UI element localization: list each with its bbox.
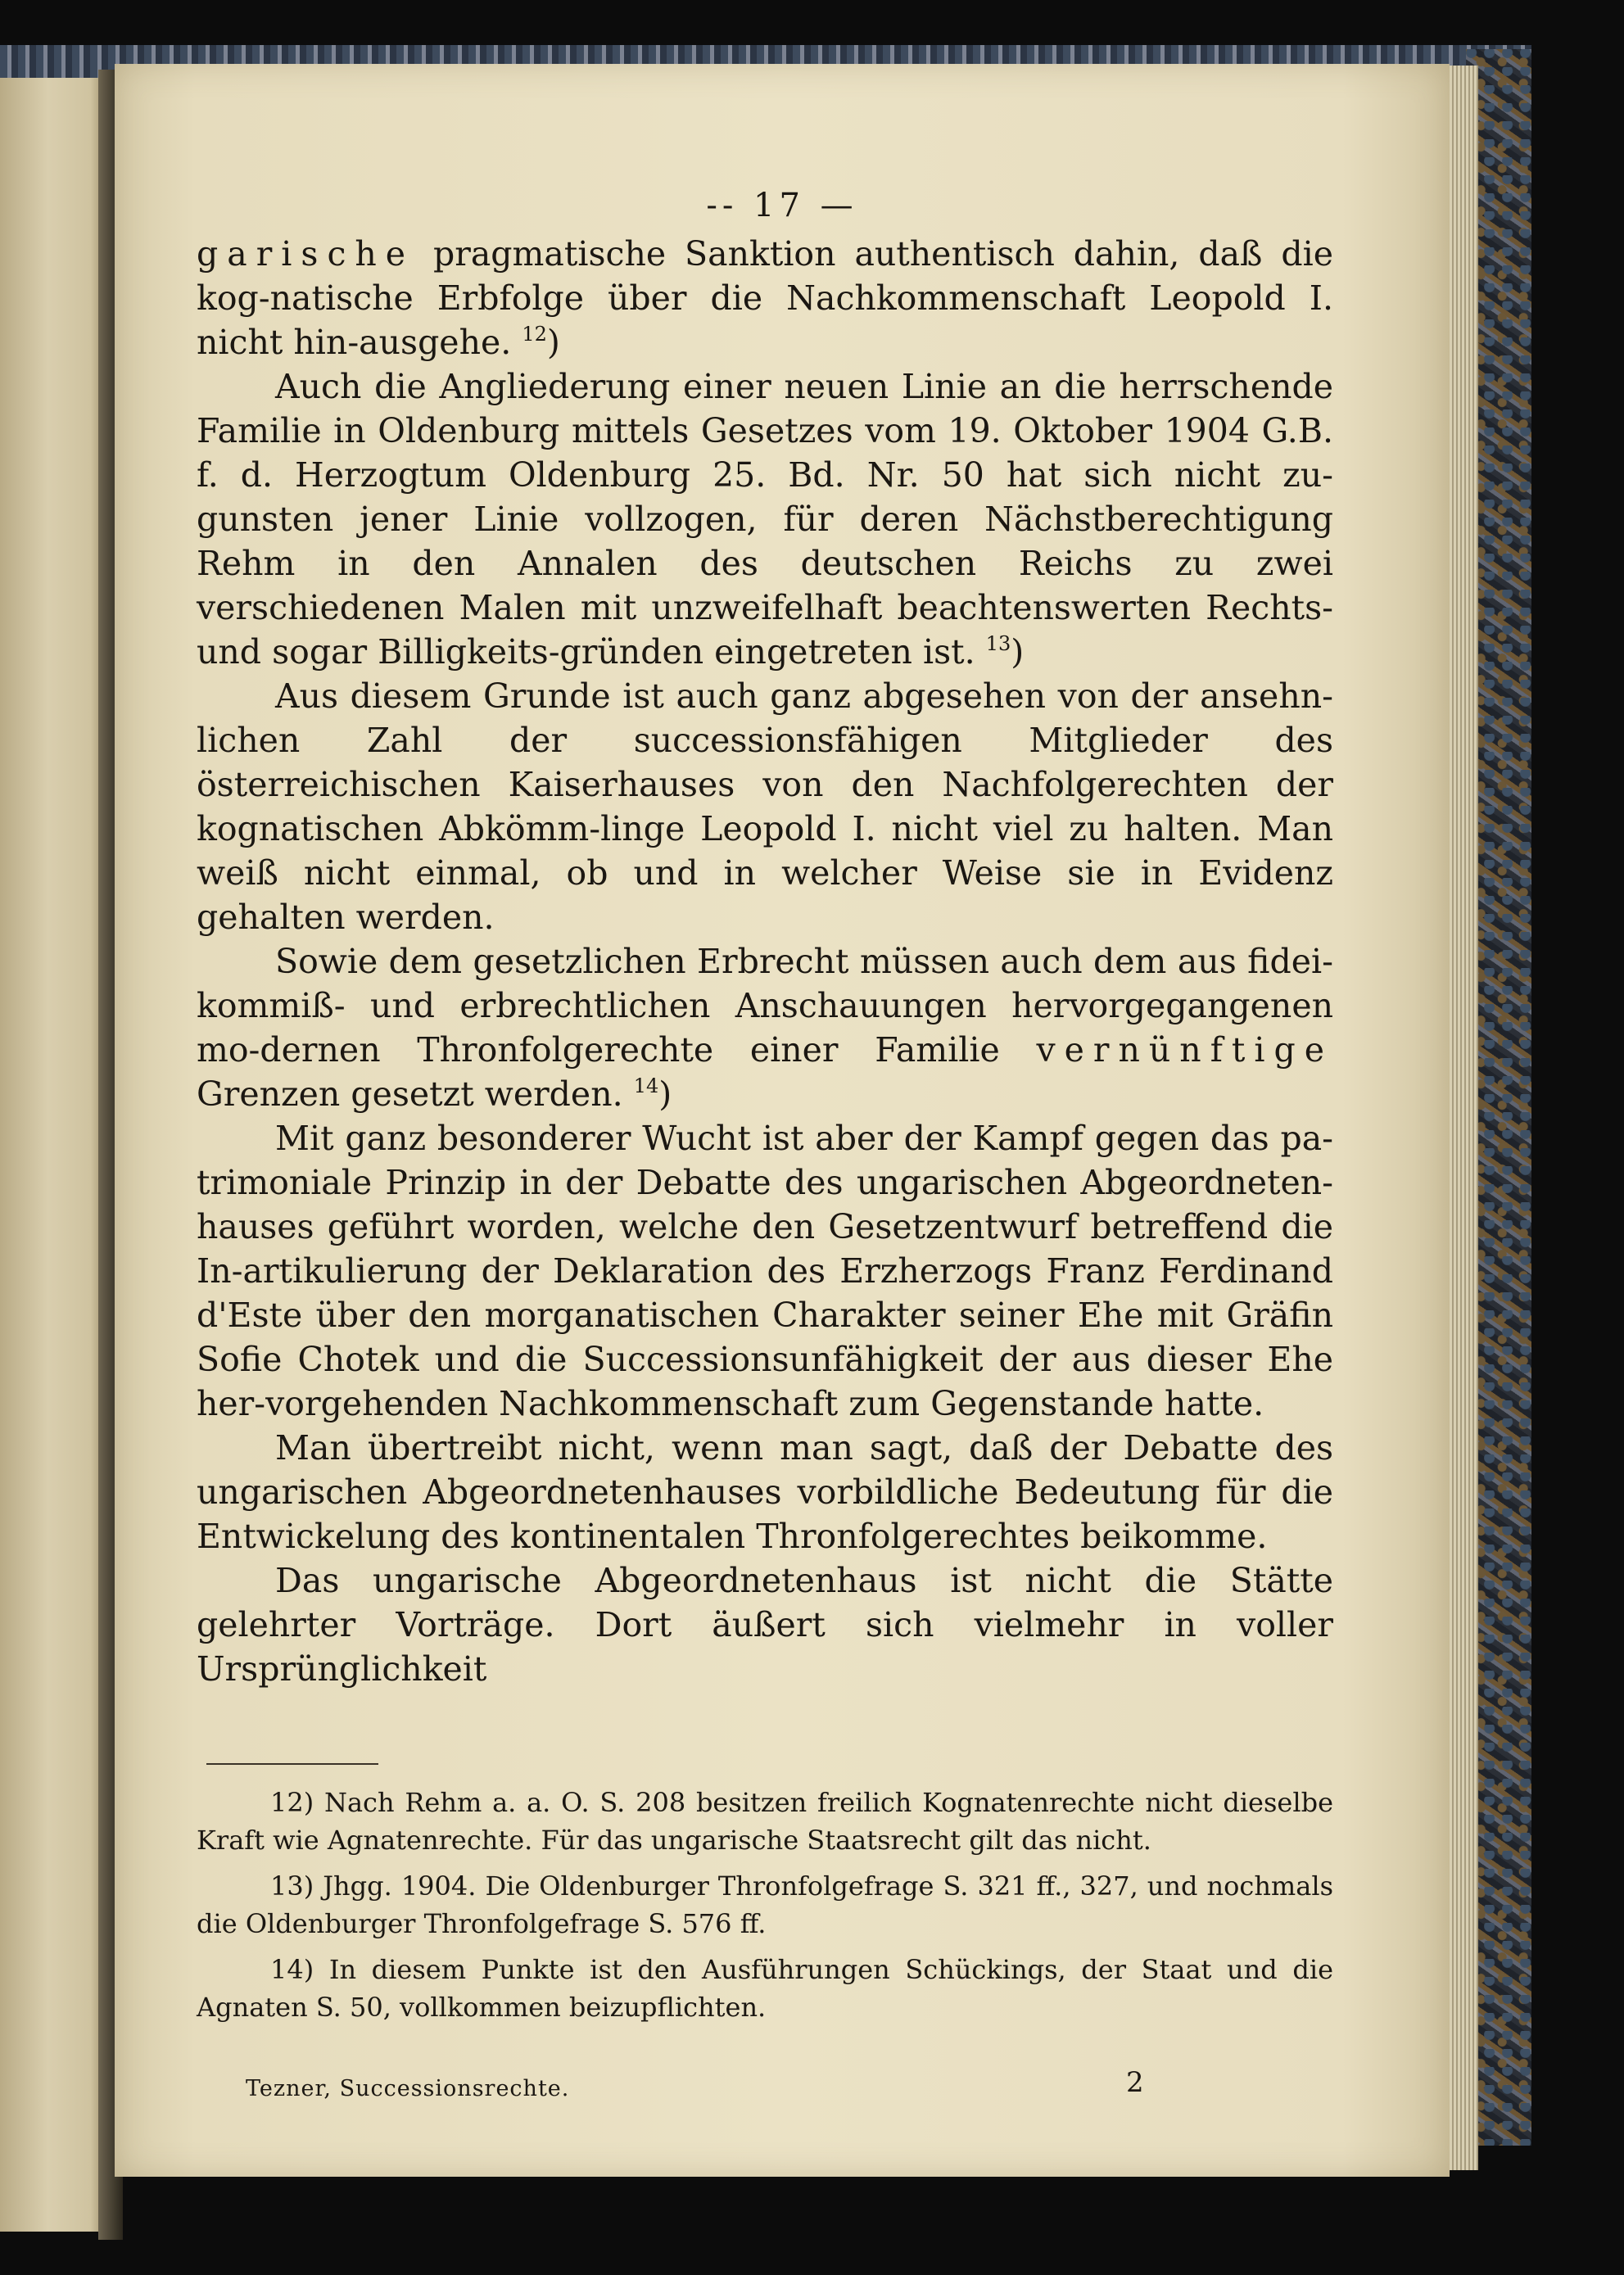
paragraph-text: pragmatische Sanktion authentisch dahin, daß die kog-natische Erbfolge über die Nachkommenschaft Leopold I. nicht hin-ausgehe. [197,234,1333,362]
book-page [115,64,1450,2177]
paragraph-text: Auch die Angliederung einer neuen Linie an die herrschende Familie in Oldenburg mittels Gesetzes vom 19. Oktober 1904 G.B. f. d. Herzogtum Oldenburg 25. Bd. Nr. 50 hat sich nicht zu-gunsten jener Linie vollzogen, für deren Nächstberechtigung Rehm in den Annalen des deutschen Reichs zu zwei verschiedenen Malen mit unzweifelhaft beachtenswerten Rechts- und sogar Billigkeits-gründen eingetreten ist. [197,367,1333,672]
sheet-number: 2 [1126,2066,1144,2099]
footnote: 13) Jhgg. 1904. Die Oldenburger Thronfolgefrage S. 321 ff., 327, und nochmals die Oldenburger Thronfolgefrage S. 576 ff. [197,1870,1333,1939]
footnote-divider [206,1763,378,1765]
footnote: 12) Nach Rehm a. a. O. S. 208 besitzen freilich Kognatenrechte nicht dieselbe Kraft wie Agnatenrechte. Für das ungarische Staatsrecht gilt das nicht. [197,1787,1333,1856]
paragraph [197,939,1333,1116]
paragraph [197,674,1333,939]
paragraph-text: Das ungarische Abgeordnetenhaus ist nicht die Stätte gelehrter Vorträge. Dort äußert sich vielmehr in voller Ursprünglichkeit [197,1561,1333,1689]
paragraph [197,1558,1333,1691]
spaced-word: garische [197,234,415,274]
footnote-ref: 12 [522,323,547,346]
spaced-word: vernünftige [1036,1030,1333,1070]
footnote-ref-close: ) [658,1074,672,1114]
paragraph-text: Man übertreibt nicht, wenn man sagt, daß der Debatte des ungarischen Abgeordnetenhauses vorbildliche Bedeutung für die Entwickelung des kontinentalen Thronfolgerechtes beikomme. [197,1428,1333,1556]
footnote-ref-close: ) [1011,632,1025,672]
footnote-ref: 13 [985,632,1011,655]
body-text [197,232,1333,1691]
facing-page-edge [0,78,106,2232]
footnotes [197,1784,1333,2034]
page-number-header: -- 17 — [706,187,858,224]
paragraph [197,1116,1333,1426]
paragraph [197,232,1333,364]
paragraph [197,1426,1333,1558]
paragraph-text: Aus diesem Grunde ist auch ganz abgesehen von der ansehn-lichen Zahl der successionsfähigen Mitglieder des österreichischen Kaiserhauses von den Nachfolgerechten der kognatischen Abkömm-linge Leopold I. nicht viel zu halten. Man weiß nicht einmal, ob und in welcher Weise sie in Evidenz gehalten werden. [197,676,1333,937]
signature-line: Tezner, Successionsrechte. [246,2076,570,2101]
paragraph-text: Sowie dem gesetzlichen Erbrecht müssen auch dem aus fidei-kommiß- und erbrechtlichen Anschauungen hervorgegangenen mo-dernen Thronfolgerechte einer Familie [197,942,1333,1070]
footnote-ref-close: ) [546,323,560,362]
footnote: 14) In diesem Punkte ist den Ausführungen Schückings, der Staat und die Agnaten S. 50, vollkommen beizupflichten. [197,1954,1333,2023]
paragraph [197,364,1333,674]
paragraph-text: Mit ganz besonderer Wucht ist aber der Kampf gegen das pa-trimoniale Prinzip in der Debatte des ungarischen Abgeordneten-hauses geführt worden, welche den Gesetzentwurf betreffend die In-artikulierung der Deklaration des Erzherzogs Franz Ferdinand d'Este über den morganatischen Charakter seiner Ehe mit Gräfin Sofie Chotek und die Successionsunfähigkeit der aus dieser Ehe her-vorgehenden Nachkommenschaft zum Gegenstande hatte. [197,1119,1333,1423]
footnote-ref: 14 [633,1074,659,1097]
paragraph-text: Grenzen gesetzt werden. [197,1074,623,1114]
